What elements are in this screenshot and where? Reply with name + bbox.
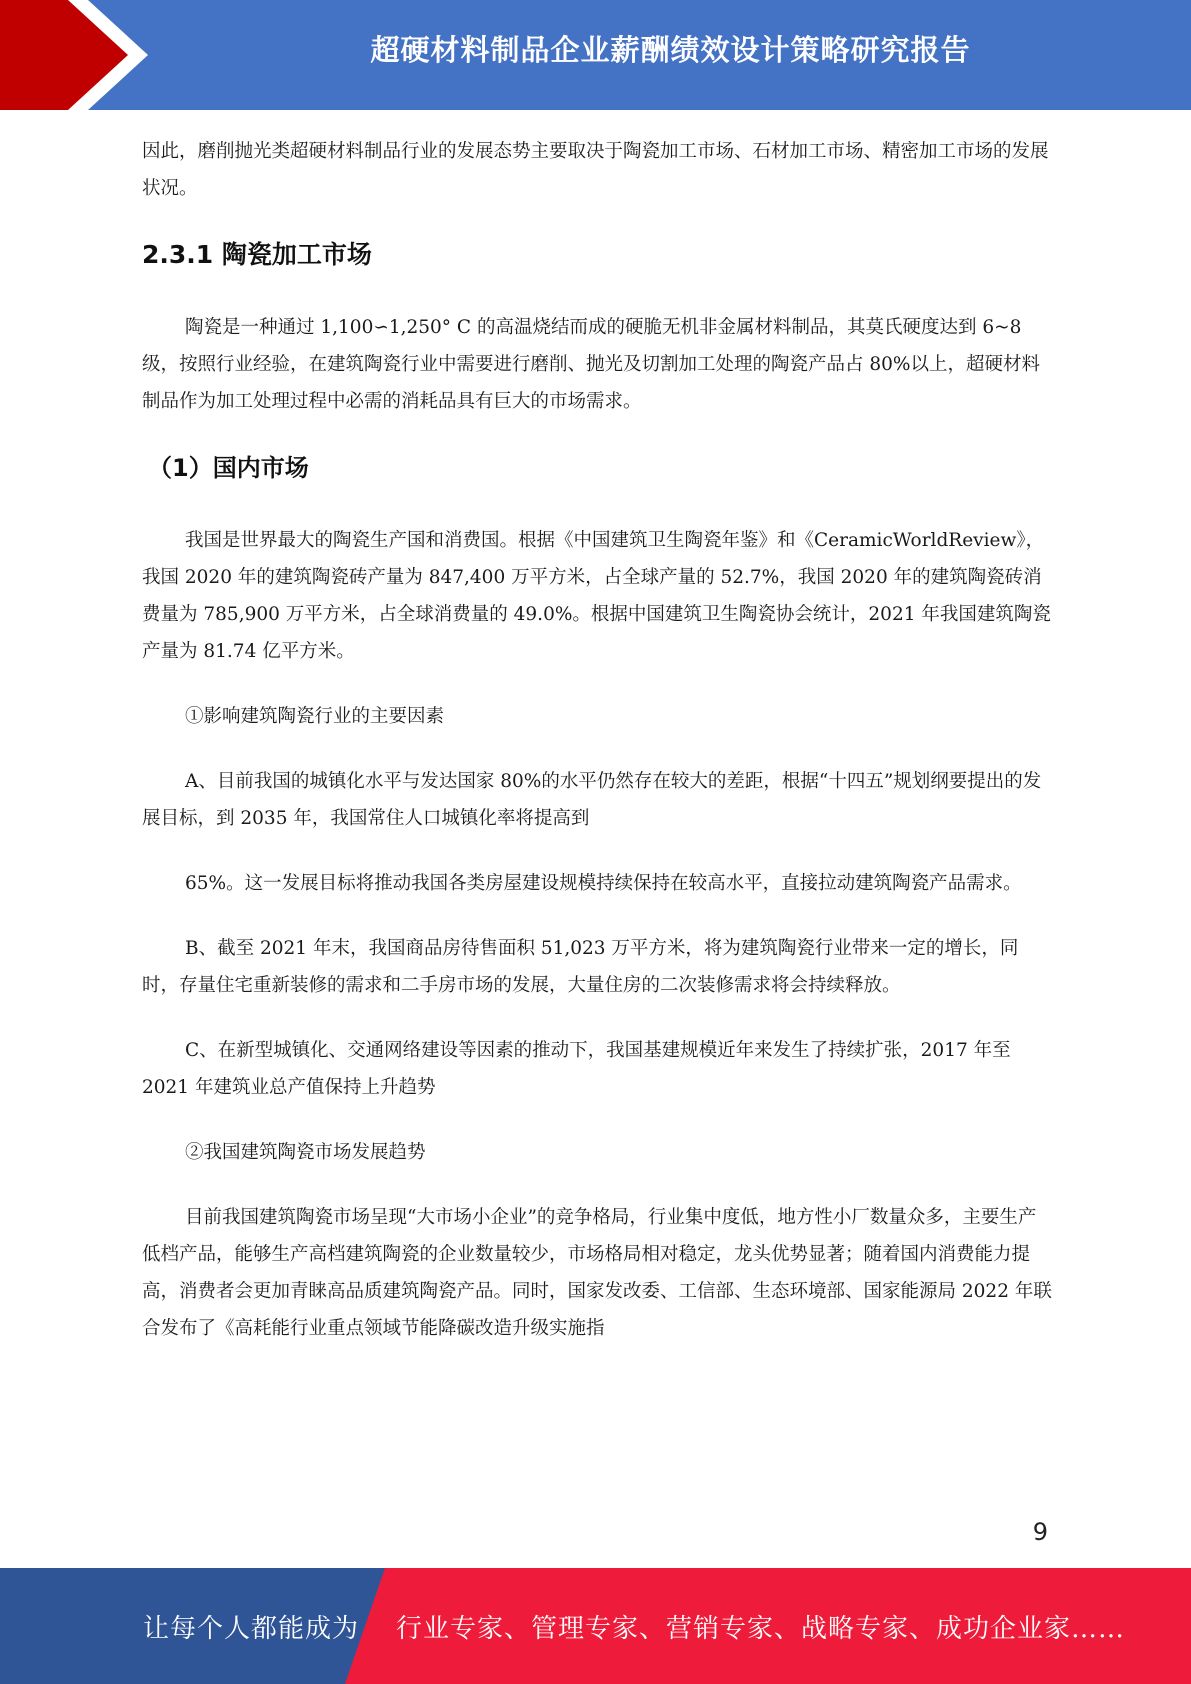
ceramic-paragraph: 陶瓷是一种通过 1,100∽1,250° C 的高温烧结而成的硬脆无机非金属材料制品，其莫氏硬度达到 6~8 级，按照行业经验，在建筑陶瓷行业中需要进行磨削、抛光及切割加工处理的陶瓷产品占 80%以上，超硬材料制品作为加工处理过程中必需的消耗品具有巨大的市场需求。 [142, 317, 1041, 412]
factor-a-paragraph: A、目前我国的城镇化水平与发达国家 80%的水平仍然存在较大的差距，根据“十四五”规划纲要提出的发展目标，到 2035 年，我国常住人口城镇化率将提高到 [142, 771, 1042, 829]
header-arrow-decoration [0, 0, 160, 110]
factor-b-paragraph: B、截至 2021 年末，我国商品房待售面积 51,023 万平方米，将为建筑陶瓷行业带来一定的增长，同时，存量住宅重新装修的需求和二手房市场的发展，大量住房的二次装修需求将会持续释放。 [142, 938, 1019, 996]
trend-heading: ②我国建筑陶瓷市场发展趋势 [185, 1142, 426, 1163]
report-title: 超硬材料制品企业薪酬绩效设计策略研究报告 [370, 33, 971, 67]
page-content [142, 133, 1052, 1347]
footer-slogan-left: 让每个人都能成为 [143, 1614, 360, 1644]
factor-a-continued-paragraph: 65%。这一发展目标将推动我国各类房屋建设规模持续保持在较高水平，直接拉动建筑陶瓷产品需求。 [185, 873, 1022, 894]
intro-paragraph: 因此，磨削抛光类超硬材料制品行业的发展态势主要取决于陶瓷加工市场、石材加工市场、精密加工市场的发展状况。 [142, 141, 1049, 199]
trend-paragraph: 目前我国建筑陶瓷市场呈现“大市场小企业”的竞争格局，行业集中度低，地方性小厂数量众多，主要生产低档产品，能够生产高档建筑陶瓷的企业数量较少，市场格局相对稳定，龙头优势显著；随着国内消费能力提高，消费者会更加青睐高品质建筑陶瓷产品。同时，国家发改委、工信部、生态环境部、国家能源局 2022 年联合发布了《高耗能行业重点领域节能降碳改造升级实施指 [142, 1207, 1052, 1339]
footer-slogan-right: 行业专家、管理专家、营销专家、战略专家、成功企业家…… [396, 1614, 1126, 1644]
section-heading: 2.3.1 陶瓷加工市场 [142, 240, 372, 269]
domestic-market-paragraph: 我国是世界最大的陶瓷生产国和消费国。根据《中国建筑卫生陶瓷年鉴》和《CeramicWorldReview》，我国 2020 年的建筑陶瓷砖产量为 847,400 万平方米，占全球产量的 52.7%，我国 2020 年的建筑陶瓷砖消费量为 785,900 万平方米，占全球消费量的 49.0%。根据中国建筑卫生陶瓷协会统计，2021 年我国建筑陶瓷产量为 81.74 亿平方米。 [142, 530, 1051, 662]
factors-heading: ①影响建筑陶瓷行业的主要因素 [185, 706, 445, 727]
page-footer [0, 1568, 1191, 1684]
page-number: 9 [1032, 1518, 1048, 1546]
factor-c-paragraph: C、在新型城镇化、交通网络建设等因素的推动下，我国基建规模近年来发生了持续扩张，2017 年至 2021 年建筑业总产值保持上升趋势 [142, 1040, 1011, 1098]
page-header [0, 0, 1191, 110]
subsection-heading: （1）国内市场 [148, 454, 309, 482]
